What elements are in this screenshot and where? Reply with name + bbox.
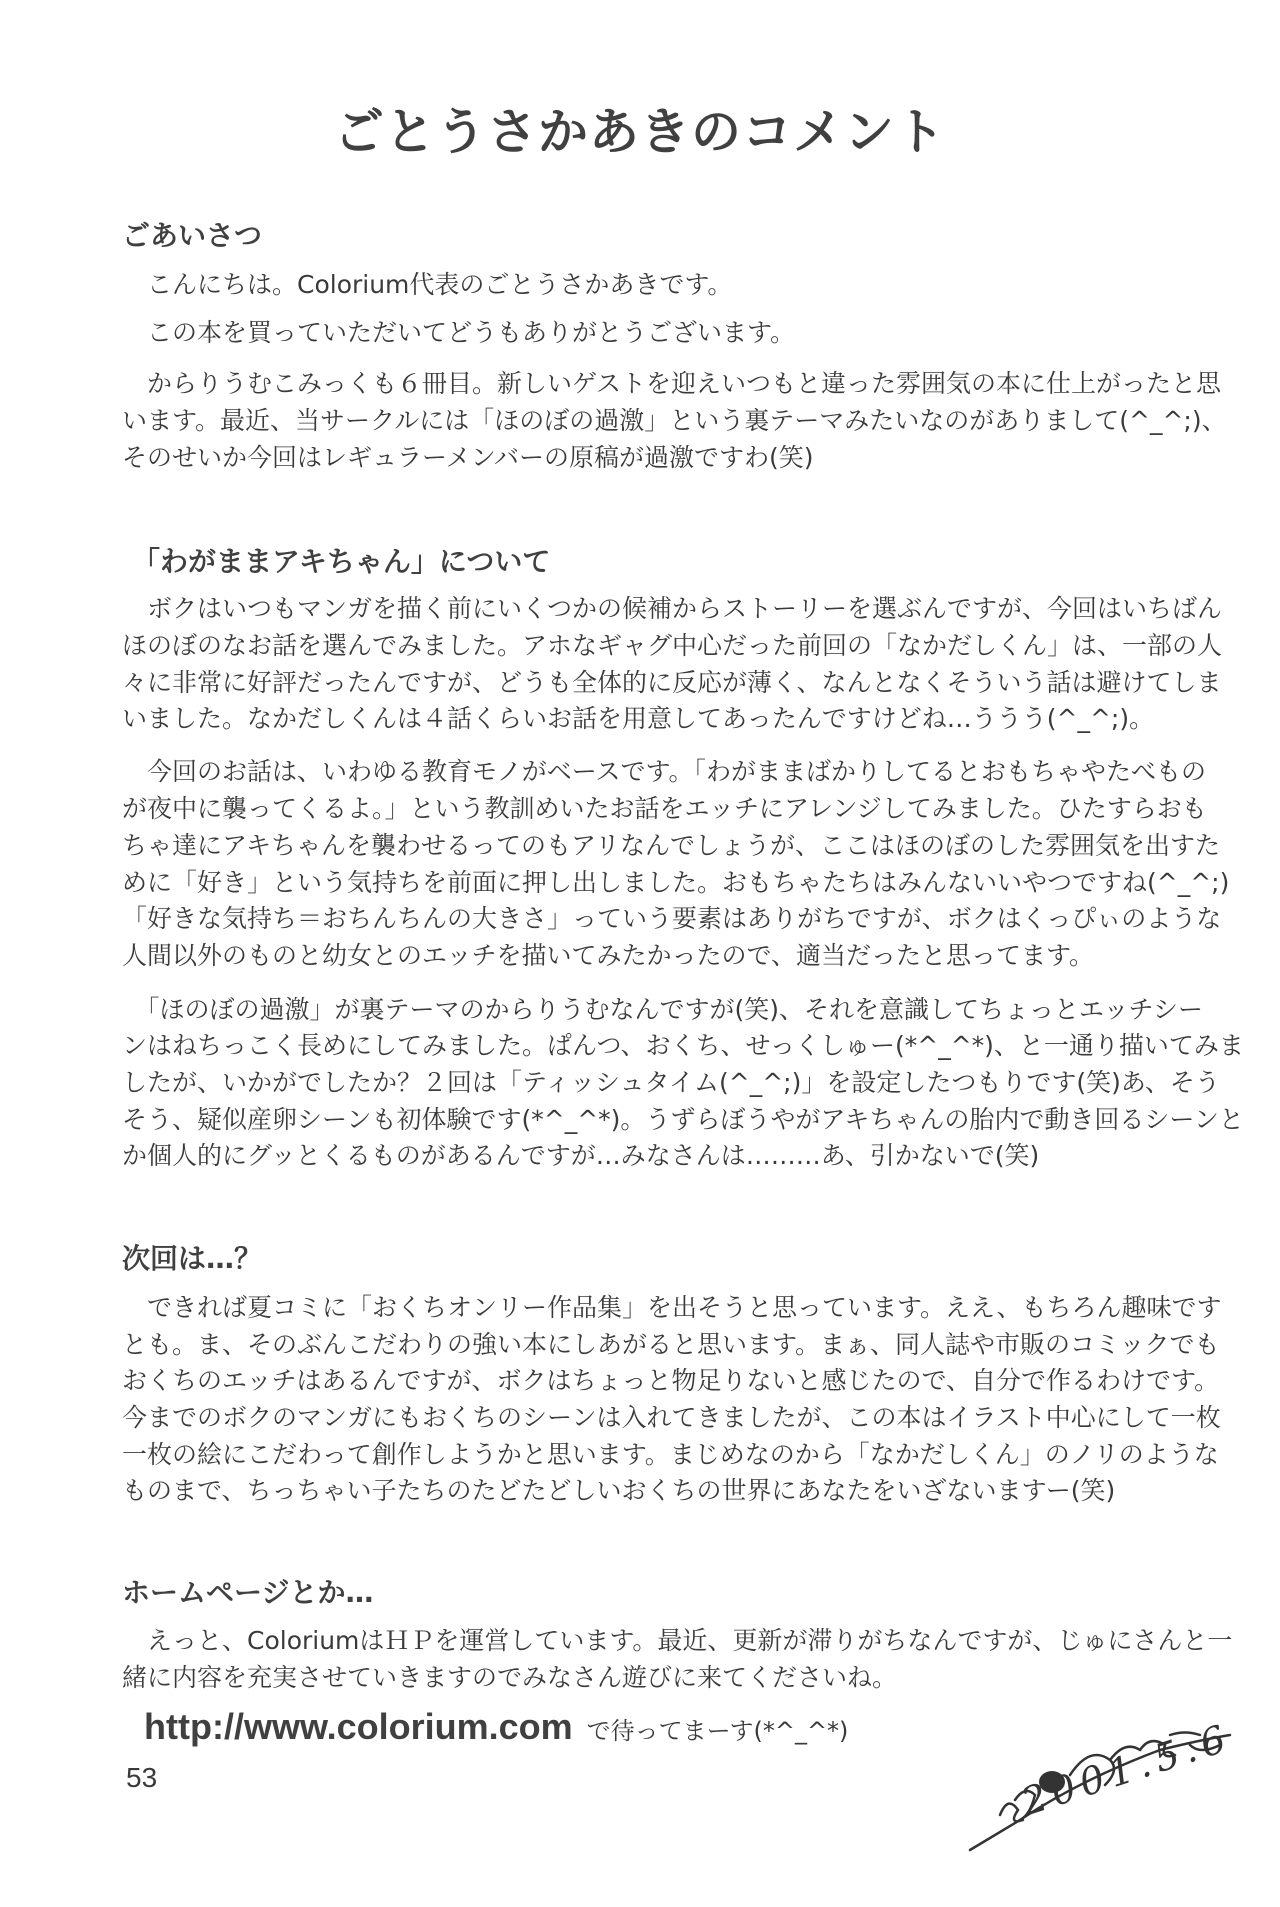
section-heading: 「わがままアキちゃん」について [132, 545, 551, 578]
homepage-url[interactable]: http://www.colorium.com [144, 1706, 573, 1747]
paragraph-line: おくちのエッチはあるんですが、ボクはちょっと物足りないと感じたので、自分で作るわけです。 [122, 1366, 1220, 1395]
paragraph-line: ほのぼのなお話を選んでみました。アホなギャグ中心だった前回の「なかだしくん」は、一部の人 [122, 631, 1223, 660]
paragraph-line: ちゃ達にアキちゃんを襲わせるってのもアリなんでしょうが、ここはほのぼのした雰囲気を出すた [122, 831, 1221, 860]
paragraph-line: 一枚の絵にこだわって創作しようかと思います。まじめなのから「なかだしくん」のノリのような [122, 1440, 1219, 1469]
paragraph-line: いました。なかだしくんは４話くらいお話を用意してあったんですけどね…ううう(^_^;)。 [122, 704, 1155, 733]
paragraph-line: したが、いかがでしたか？２回は「ティッシュタイム(^_^;)」を設定したつもりです(笑)あ、そう [122, 1068, 1220, 1097]
paragraph-line: ボクはいつもマンガを描く前にいくつかの候補からストーリーを選ぶんですが、今回はいちばん [122, 594, 1223, 623]
paragraph-line: とも。ま、そのぶんこだわりの強い本にしあがると思います。まぁ、同人誌や市販のコミックでも [122, 1330, 1220, 1359]
page-number: 53 [126, 1762, 158, 1793]
page-title: ごとうさかあきのコメント [334, 103, 946, 161]
homepage-url-tail: で待ってまーす(*^_^*) [586, 1717, 849, 1745]
paragraph-line: ものまで、ちっちゃい子たちのたどたどしいおくちの世界にあなたをいざないますー(笑) [122, 1476, 1116, 1505]
paragraph-line: います。最近、当サークルには「ほのぼの過激」という裏テーマみたいなのがありまして(^_^;)、 [122, 406, 1227, 435]
paragraph-line: この本を買っていただいてどうもありがとうございます。 [122, 318, 796, 347]
section-heading: 次回は…？ [122, 1242, 263, 1275]
paragraph-line: 緒に内容を充実させていきますのでみなさん遊びに来てくださいね。 [122, 1663, 898, 1692]
paragraph-line: できれば夏コミに「おくちオンリー作品集」を出そうと思っています。ええ、もちろん趣味です [122, 1293, 1222, 1322]
paragraph-line: ンはねちっこく長めにしてみました。ぱんつ、おくち、せっくしゅー(*^_^*)、と一通り描いてみま [122, 1031, 1244, 1060]
paragraph-line: こんにちは。Colorium代表のごとうさかあきです。 [122, 270, 733, 299]
section-heading: ホームページとか… [122, 1576, 374, 1609]
paragraph-line: 今までのボクのマンガにもおくちのシーンは入れてきましたが、この本はイラスト中心にして一枚 [122, 1403, 1221, 1432]
signature-date: 2001.5.6 [1016, 1715, 1237, 1824]
paragraph-line: 「好きな気持ち＝おちんちんの大きさ」っていう要素はありがちですが、ボクはくっぴぃのような [122, 904, 1222, 933]
paragraph-line: めに「好き」という気持ちを前面に押し出しました。おもちゃたちはみんないいやつですね(^_^;) [122, 868, 1230, 897]
paragraph-line: 々に非常に好評だったんですが、どうも全体的に反応が薄く、なんとなくそういう話は避けてしま [122, 668, 1222, 697]
paragraph-line: 人間以外のものと幼女とのエッチを描いてみたかったので、適当だったと思ってます。 [122, 941, 1095, 970]
paragraph-line: 「ほのぼの過激」が裏テーマのからりうむなんですが(笑)、それを意識してちょっとエッチシー [122, 995, 1204, 1024]
paragraph-line: か個人的にグッとくるものがあるんですが…みなさんは………あ、引かないで(笑) [122, 1141, 1040, 1170]
section-heading: ごあいさつ [122, 219, 263, 252]
paragraph-line: が夜中に襲ってくるよ。」という教訓めいたお話をエッチにアレンジしてみました。ひたすらおも [122, 794, 1207, 823]
paragraph-line: そう、疑似産卵シーンも初体験です(*^_^*)。うずらぼうやがアキちゃんの胎内で動き回るシーンと [122, 1105, 1244, 1134]
paragraph-line: からりうむこみっくも６冊目。新しいゲストを迎えいつもと違った雰囲気の本に仕上がったと思 [122, 369, 1222, 398]
paragraph-line: そのせいか今回はレギュラーメンバーの原稿が過激ですわ(笑) [122, 443, 814, 472]
homepage-line [144, 1706, 848, 1748]
paragraph-line: 今回のお話は、いわゆる教育モノがベースです。「わがままばかりしてるとおもちゃやたべもの [122, 757, 1207, 786]
paragraph-line: えっと、ColoriumはＨＰを運営しています。最近、更新が滞りがちなんですが、じゅにさんと一 [122, 1626, 1233, 1655]
